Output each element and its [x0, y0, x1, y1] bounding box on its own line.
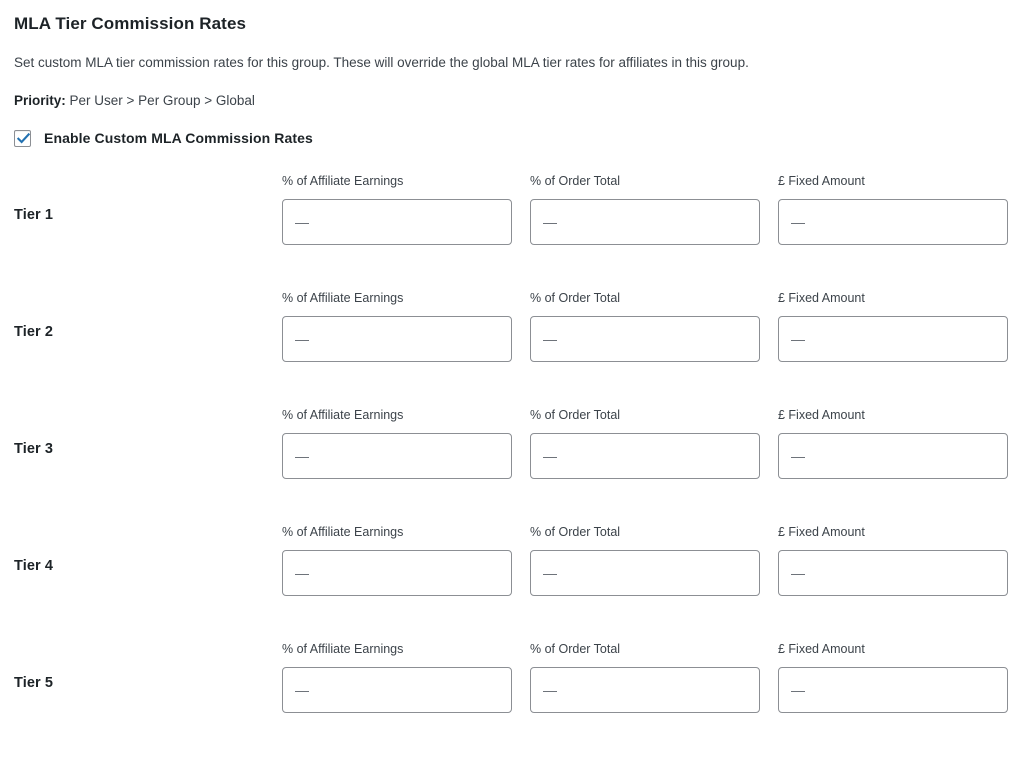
table-row: [14, 524, 1008, 641]
column-header-order-total: % of Order Total: [530, 525, 621, 539]
enable-custom-rates-checkbox[interactable]: [14, 130, 31, 147]
tier3-order-total-group: [530, 407, 778, 479]
column-header-fixed-amount: £ Fixed Amount: [778, 174, 865, 188]
column-header-affiliate-earnings: % of Affiliate Earnings: [282, 525, 404, 539]
column-header-order-total: % of Order Total: [530, 642, 621, 656]
page-title: MLA Tier Commission Rates: [14, 14, 247, 33]
tier5-affiliate-earnings-input[interactable]: [282, 667, 512, 713]
column-header-affiliate-earnings: % of Affiliate Earnings: [282, 408, 404, 422]
tier2-order-total-group: [530, 290, 778, 362]
enable-custom-rates-label: Enable Custom MLA Commission Rates: [44, 130, 313, 146]
tier1-affiliate-earnings-input[interactable]: [282, 199, 512, 245]
tier3-affiliate-earnings-input[interactable]: [282, 433, 512, 479]
tier2-fixed-amount-group: [778, 290, 1024, 362]
priority-value: Per User > Per Group > Global: [69, 93, 255, 108]
tier4-order-total-group: [530, 524, 778, 596]
tier5-fixed-amount-group: [778, 641, 1024, 713]
column-header-order-total: % of Order Total: [530, 408, 621, 422]
tier2-affiliate-earnings-group: [282, 290, 530, 362]
tier5-fixed-amount-input[interactable]: [778, 667, 1008, 713]
tier-label: Tier 3: [14, 441, 54, 457]
column-header-order-total: % of Order Total: [530, 174, 621, 188]
column-header-order-total: % of Order Total: [530, 291, 621, 305]
checkmark-icon: [16, 131, 31, 146]
tier1-order-total-group: [530, 173, 778, 245]
section-description: Set custom MLA tier commission rates for this group. These will override the global MLA tier rates for affiliates in this group.: [14, 55, 749, 70]
tier-label: Tier 4: [14, 558, 54, 574]
column-header-fixed-amount: £ Fixed Amount: [778, 408, 865, 422]
tier4-affiliate-earnings-input[interactable]: [282, 550, 512, 596]
tier-label: Tier 5: [14, 675, 54, 691]
table-row: [14, 173, 1008, 290]
tier3-fixed-amount-input[interactable]: [778, 433, 1008, 479]
tier1-affiliate-earnings-group: [282, 173, 530, 245]
tier4-fixed-amount-input[interactable]: [778, 550, 1008, 596]
tier4-order-total-input[interactable]: [530, 550, 760, 596]
tier5-affiliate-earnings-group: [282, 641, 530, 713]
priority-label: Priority:: [14, 93, 66, 108]
tier3-fixed-amount-group: [778, 407, 1024, 479]
enable-custom-rates-row[interactable]: [14, 130, 1008, 147]
tier3-order-total-input[interactable]: [530, 433, 760, 479]
column-header-affiliate-earnings: % of Affiliate Earnings: [282, 291, 404, 305]
table-row: [14, 641, 1008, 758]
tier1-fixed-amount-input[interactable]: [778, 199, 1008, 245]
tier1-fixed-amount-group: [778, 173, 1024, 245]
table-row: [14, 290, 1008, 407]
tier2-order-total-input[interactable]: [530, 316, 760, 362]
tier-rows: [14, 173, 1008, 758]
tier2-fixed-amount-input[interactable]: [778, 316, 1008, 362]
column-header-fixed-amount: £ Fixed Amount: [778, 642, 865, 656]
tier1-order-total-input[interactable]: [530, 199, 760, 245]
column-header-fixed-amount: £ Fixed Amount: [778, 525, 865, 539]
tier-label: Tier 1: [14, 207, 54, 223]
tier4-fixed-amount-group: [778, 524, 1024, 596]
column-header-affiliate-earnings: % of Affiliate Earnings: [282, 642, 404, 656]
tier5-order-total-input[interactable]: [530, 667, 760, 713]
tier-label: Tier 2: [14, 324, 54, 340]
column-header-affiliate-earnings: % of Affiliate Earnings: [282, 174, 404, 188]
tier2-affiliate-earnings-input[interactable]: [282, 316, 512, 362]
tier3-affiliate-earnings-group: [282, 407, 530, 479]
tier5-order-total-group: [530, 641, 778, 713]
tier4-affiliate-earnings-group: [282, 524, 530, 596]
column-header-fixed-amount: £ Fixed Amount: [778, 291, 865, 305]
priority-note: [14, 92, 1008, 110]
table-row: [14, 407, 1008, 524]
